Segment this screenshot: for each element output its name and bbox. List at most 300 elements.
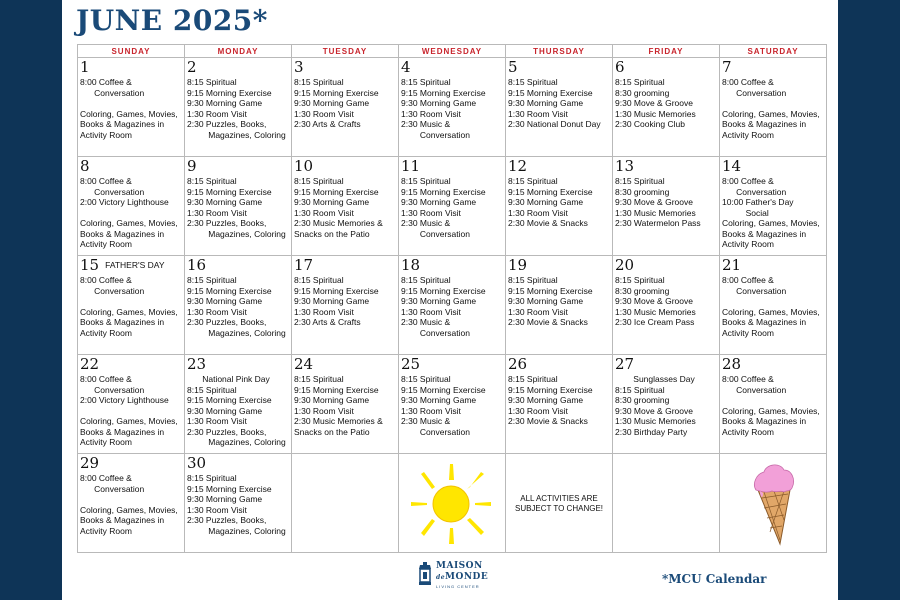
activity-line: 1:30 Room Visit [401,306,461,317]
day-number: 28 [722,355,742,373]
activity-line: 2:30 Cooking Club [615,119,685,129]
activity-line: Conversation [722,285,787,296]
day-cell [185,355,292,454]
activity-line: 2:30 Movie & Snacks [508,416,588,426]
activity-list [187,77,291,140]
activity-line: Magazines, Coloring [187,228,286,239]
logo-wordmark [436,561,488,583]
activity-line [80,494,184,505]
activity-list [294,374,398,437]
activity-list [722,275,826,338]
activity-line: Conversation [401,426,470,437]
activity-line: 1:30 Room Visit [187,108,247,119]
activity-line [80,296,184,307]
activity-list [722,374,826,437]
day-cell [720,157,827,256]
day-cell [185,157,292,256]
activity-line: Coloring, Games, Movies, [80,108,178,119]
activity-line: Social [722,207,769,218]
activity-line: 8:30 grooming [615,395,670,405]
activity-line: Books & Magazines in [80,119,165,129]
activity-list [722,176,826,250]
activity-line: Activity Room [80,327,132,338]
day-number: 10 [294,157,314,175]
activity-line: 9:15 Morning Exercise [294,384,379,395]
activity-line: Sunglasses Day [633,374,695,384]
activity-line: Coloring, Games, Movies, [80,306,178,317]
activity-line: Activity Room [80,437,132,447]
activity-line: Conversation [401,228,470,239]
activity-line: 2:30 Music Memories & [294,416,383,426]
day-cell [506,256,613,355]
day-cell [506,355,613,454]
logo-subtitle: LIVING CENTER [436,584,480,589]
activity-line: Activity Room [722,327,774,338]
day-number: 19 [508,256,528,274]
activity-line: Books & Magazines in [722,416,807,426]
weekday-saturday: SATURDAY [720,45,827,58]
weekday-wednesday: WEDNESDAY [399,45,506,58]
activity-line: 1:30 Music Memories [615,306,696,317]
activity-line: 9:15 Morning Exercise [508,285,593,296]
activity-line: 1:30 Music Memories [615,108,696,119]
ice-cream-cone-icon [750,460,800,546]
activity-line [80,98,184,109]
activity-list [187,374,291,448]
activity-line: 9:15 Morning Exercise [508,87,593,98]
day-number: 16 [187,256,207,274]
activity-list [187,275,291,338]
day-number: 13 [615,157,635,175]
activity-list [615,176,719,229]
activity-line: 9:15 Morning Exercise [187,87,272,98]
activity-list [294,176,398,239]
day-number: 15 [80,256,100,274]
activity-line: Conversation [80,384,145,395]
activity-line: National Pink Day [202,374,270,384]
activity-line: 8:15 Spiritual [508,77,558,87]
notice-line-2: SUBJECT TO CHANGE! [514,504,604,513]
activity-list [615,77,719,130]
day-number: 23 [187,355,207,373]
activity-line: 2:30 Arts & Crafts [294,119,361,129]
activity-line: 2:30 Watermelon Pass [615,218,701,228]
activity-line: 1:30 Music Memories [615,416,696,426]
activity-line: Activity Room [80,525,132,536]
holiday-label: FATHER'S DAY [105,260,165,270]
day-number: 5 [508,58,518,76]
activity-line: 1:30 Room Visit [508,405,568,416]
activity-list [187,473,291,536]
day-number: 26 [508,355,528,373]
activity-line: 9:15 Morning Exercise [508,186,593,197]
day-cell [78,157,185,256]
activity-line: 1:30 Room Visit [294,306,354,317]
activity-line: Coloring, Games, Movies, [722,306,820,317]
activity-line: 8:15 Spiritual [615,384,665,395]
week-row [78,58,827,157]
sun-cell [399,454,506,553]
weekday-friday: FRIDAY [613,45,720,58]
weekday-thursday: THURSDAY [506,45,613,58]
activity-list [401,176,505,239]
activity-line: Books & Magazines in [722,228,807,239]
activity-list [80,275,184,338]
calendar-grid [77,44,827,553]
activity-line: Coloring, Games, Movies, [80,504,178,515]
day-number: 4 [401,58,411,76]
activity-list [80,176,184,250]
activity-line: 8:15 Spiritual [187,77,237,87]
activity-line: 2:30 Puzzles, Books, [187,426,267,437]
activity-list [722,77,826,140]
activity-line: 9:15 Morning Exercise [187,395,272,405]
activity-line: 9:15 Morning Exercise [401,384,486,395]
activity-line: 1:30 Room Visit [508,207,568,218]
activity-list [401,374,505,437]
day-cell [613,256,720,355]
day-number: 29 [80,454,100,472]
weekday-sunday: SUNDAY [78,45,185,58]
activity-line: 9:30 Morning Game [401,98,477,108]
day-number: 14 [722,157,742,175]
activity-line: Magazines, Coloring [187,525,286,536]
day-cell [78,355,185,454]
activity-line: Conversation [722,384,787,395]
activity-line: Books & Magazines in [80,515,165,525]
activity-list [294,77,398,130]
activity-line: 2:30 Music & [401,119,451,129]
activity-line: 1:30 Room Visit [187,306,247,317]
activity-line: 2:30 Music & [401,317,451,327]
activity-line: 9:30 Move & Groove [615,197,693,207]
activity-line: 8:00 Coffee & [80,473,132,483]
activity-list [401,77,505,140]
activity-line: 9:30 Move & Groove [615,405,693,416]
activity-line: 2:30 Puzzles, Books, [187,515,267,525]
activity-line: Books & Magazines in [80,317,165,327]
activity-line: 2:30 Music & [401,218,451,228]
activity-line: Activity Room [722,129,774,140]
activity-list [615,374,719,437]
activity-list [615,275,719,328]
activity-line: 8:15 Spiritual [187,275,237,285]
day-number: 9 [187,157,197,175]
day-cell [613,157,720,256]
activity-line: 8:00 Coffee & [722,374,774,384]
activity-line: 9:15 Morning Exercise [401,87,486,98]
day-number: 2 [187,58,197,76]
activity-line: 1:30 Room Visit [401,405,461,416]
activity-line: Coloring, Games, Movies, [722,405,820,416]
activity-line: Conversation [80,285,145,296]
activity-list [508,275,612,328]
activity-line: 1:30 Room Visit [294,207,354,218]
activity-line: 9:30 Morning Game [294,296,370,306]
empty-cell [613,454,720,553]
day-cell [292,58,399,157]
activity-line: Activity Room [722,239,774,249]
activity-line: Conversation [80,186,145,197]
activity-line: Conversation [401,129,470,140]
activity-line: 2:30 Movie & Snacks [508,218,588,228]
activity-line: Conversation [722,186,787,197]
day-cell [185,256,292,355]
activity-line: 8:30 grooming [615,285,670,296]
activity-line: 8:15 Spiritual [508,374,558,384]
notice-cell [506,454,613,553]
week-row [78,454,827,553]
activity-line: 2:30 Puzzles, Books, [187,317,267,327]
calendar-footnote: *MCU Calendar [662,572,767,586]
activity-line: 1:30 Room Visit [401,108,461,119]
activity-line: Books & Magazines in [80,426,165,437]
activity-line: 9:30 Morning Game [508,395,584,405]
activity-line: 9:30 Morning Game [187,296,263,306]
activity-line: Activity Room [80,239,132,249]
activity-line: 8:15 Spiritual [294,374,344,384]
activity-line: Activity Room [80,129,132,140]
activity-line: 8:15 Spiritual [187,473,237,483]
activity-line: Snacks on the Patio [294,228,370,239]
activity-line [80,406,184,417]
activity-line: 8:15 Spiritual [401,176,451,186]
day-number: 22 [80,355,100,373]
calendar-page [62,0,838,600]
activity-line: 8:00 Coffee & [722,176,774,186]
activity-line: 9:15 Morning Exercise [187,285,272,296]
day-number: 11 [401,157,421,175]
day-cell [78,454,185,553]
activity-line: 8:15 Spiritual [401,374,451,384]
notice-line-1: ALL ACTIVITIES ARE [520,494,598,503]
activity-line: 9:30 Move & Groove [615,98,693,108]
day-number: 27 [615,355,635,373]
logo-line-2: MONDE [445,572,489,582]
activity-line: 2:30 Music Memories & [294,218,383,228]
activity-line: 8:15 Spiritual [508,275,558,285]
activity-line: 8:00 Coffee & [722,275,774,285]
activity-line: Coloring, Games, Movies, [722,218,820,228]
maison-de-monde-logo [416,560,489,596]
activity-line: 9:30 Morning Game [294,197,370,207]
activity-line: 9:15 Morning Exercise [187,483,272,494]
activity-line: 9:15 Morning Exercise [508,384,593,395]
day-cell [185,58,292,157]
activity-line: 2:30 Puzzles, Books, [187,218,267,228]
activity-line: Conversation [722,87,787,98]
activity-line: 9:30 Morning Game [187,405,263,416]
activity-line: 2:30 Birthday Party [615,426,688,437]
activity-line: Conversation [401,327,470,338]
weekday-monday: MONDAY [185,45,292,58]
activity-line: 9:30 Morning Game [508,98,584,108]
activity-line: Coloring, Games, Movies, [80,416,178,426]
activity-line: 9:15 Morning Exercise [294,87,379,98]
activity-line: Activity Room [722,426,774,437]
activity-line: 8:15 Spiritual [615,77,665,87]
activity-list [401,275,505,338]
activity-line: Magazines, Coloring [187,327,286,338]
page-title: JUNE 2025* [76,4,268,37]
day-number: 7 [722,58,732,76]
day-number: 3 [294,58,304,76]
activity-line: Snacks on the Patio [294,426,370,437]
ice-cream-cell [720,454,827,553]
activity-line: 8:15 Spiritual [401,77,451,87]
activity-line: 9:30 Morning Game [294,98,370,108]
activity-list [187,176,291,239]
day-cell [720,256,827,355]
activity-line: 9:30 Morning Game [401,197,477,207]
day-cell [292,157,399,256]
activity-line: 8:00 Coffee & [80,77,132,87]
notice [506,494,612,514]
activity-line: 8:30 grooming [615,186,670,197]
day-cell [399,58,506,157]
activity-line: 9:30 Morning Game [401,296,477,306]
logo-connector: de [436,574,446,581]
activity-line: 9:15 Morning Exercise [187,186,272,197]
activity-list [294,275,398,328]
activity-list [80,77,184,140]
activity-line: 9:30 Morning Game [187,197,263,207]
logo-line-1: MAISON [436,561,483,571]
day-cell [506,157,613,256]
activity-line: Conversation [80,483,145,494]
sun-icon [409,460,493,546]
activity-list [508,176,612,229]
activity-line [722,395,826,406]
activity-line: 1:30 Room Visit [401,207,461,218]
activity-line: 9:30 Move & Groove [615,296,693,306]
activity-line: 8:15 Spiritual [401,275,451,285]
day-cell [78,256,185,355]
week-row [78,355,827,454]
activity-line: Magazines, Coloring [187,129,286,140]
activity-line: 1:30 Room Visit [294,108,354,119]
activity-line: Books & Magazines in [722,317,807,327]
activity-line: 2:30 Ice Cream Pass [615,317,695,327]
activity-line: 8:00 Coffee & [80,374,132,384]
week-row [78,256,827,355]
lantern-icon [418,562,432,588]
empty-cell [292,454,399,553]
day-cell [292,355,399,454]
activity-line: 8:30 grooming [615,87,670,98]
activity-line: 1:30 Music Memories [615,207,696,218]
day-number: 24 [294,355,314,373]
activity-line: 9:15 Morning Exercise [401,186,486,197]
weekday-tuesday: TUESDAY [292,45,399,58]
activity-line [722,98,826,109]
activity-line: 8:15 Spiritual [294,275,344,285]
activity-line: 8:15 Spiritual [294,77,344,87]
activity-line: 8:15 Spiritual [187,176,237,186]
activity-line: Coloring, Games, Movies, [722,108,820,119]
activity-line: 8:15 Spiritual [615,176,665,186]
activity-line: 9:15 Morning Exercise [294,186,379,197]
activity-line: Conversation [80,87,145,98]
day-cell [292,256,399,355]
activity-line: 8:00 Coffee & [80,275,132,285]
activity-line: 9:30 Morning Game [508,296,584,306]
activity-line: 8:15 Spiritual [508,176,558,186]
activity-line: Books & Magazines in [722,119,807,129]
activity-line: 8:00 Coffee & [80,176,132,186]
activity-line: 8:15 Spiritual [187,384,237,395]
day-cell [185,454,292,553]
activity-line: 8:15 Spiritual [294,176,344,186]
day-cell [399,256,506,355]
day-cell [613,355,720,454]
activity-line: 2:00 Victory Lighthouse [80,395,169,405]
day-number: 30 [187,454,207,472]
activity-line: 9:30 Morning Game [294,395,370,405]
day-number: 25 [401,355,421,373]
activity-line: 9:15 Morning Exercise [294,285,379,296]
day-number: 1 [80,58,90,76]
activity-line: 1:30 Room Visit [187,416,247,426]
day-cell [506,58,613,157]
activity-list [80,374,184,448]
day-cell [613,58,720,157]
activity-line: 2:30 Arts & Crafts [294,317,361,327]
activity-line: 1:30 Room Visit [187,504,247,515]
activity-line: Coloring, Games, Movies, [80,218,178,228]
day-number: 18 [401,256,421,274]
day-number: 17 [294,256,314,274]
weekday-header-row [78,45,827,58]
day-cell [399,157,506,256]
activity-line: 2:30 National Donut Day [508,119,601,129]
activity-list [508,374,612,427]
activity-line: 9:30 Morning Game [401,395,477,405]
day-cell [720,355,827,454]
activity-line: 1:30 Room Visit [508,108,568,119]
activity-line: 1:30 Room Visit [508,306,568,317]
activity-line: 10:00 Father's Day [722,197,794,207]
activity-line: 2:30 Puzzles, Books, [187,119,267,129]
activity-line: 8:15 Spiritual [615,275,665,285]
day-number: 21 [722,256,742,274]
day-number: 8 [80,157,90,175]
activity-line: Magazines, Coloring [187,437,286,447]
activity-line [80,208,184,219]
activity-line: 1:30 Room Visit [294,405,354,416]
activity-line: 9:30 Morning Game [187,98,263,108]
activity-line: 8:00 Coffee & [722,77,774,87]
day-number: 20 [615,256,635,274]
day-cell [399,355,506,454]
activity-list [80,473,184,536]
day-number: 6 [615,58,625,76]
day-number: 12 [508,157,528,175]
activity-line: 9:15 Morning Exercise [401,285,486,296]
activity-line: 2:30 Movie & Snacks [508,317,588,327]
day-cell [720,58,827,157]
activity-list [508,77,612,130]
activity-line: 9:30 Morning Game [508,197,584,207]
activity-line: 2:00 Victory Lighthouse [80,197,169,207]
day-cell [78,58,185,157]
activity-line: 2:30 Music & [401,416,451,426]
activity-line: 1:30 Room Visit [187,207,247,218]
activity-line [722,296,826,307]
activity-line: 9:30 Morning Game [187,494,263,504]
week-row [78,157,827,256]
activity-line: Books & Magazines in [80,228,165,239]
